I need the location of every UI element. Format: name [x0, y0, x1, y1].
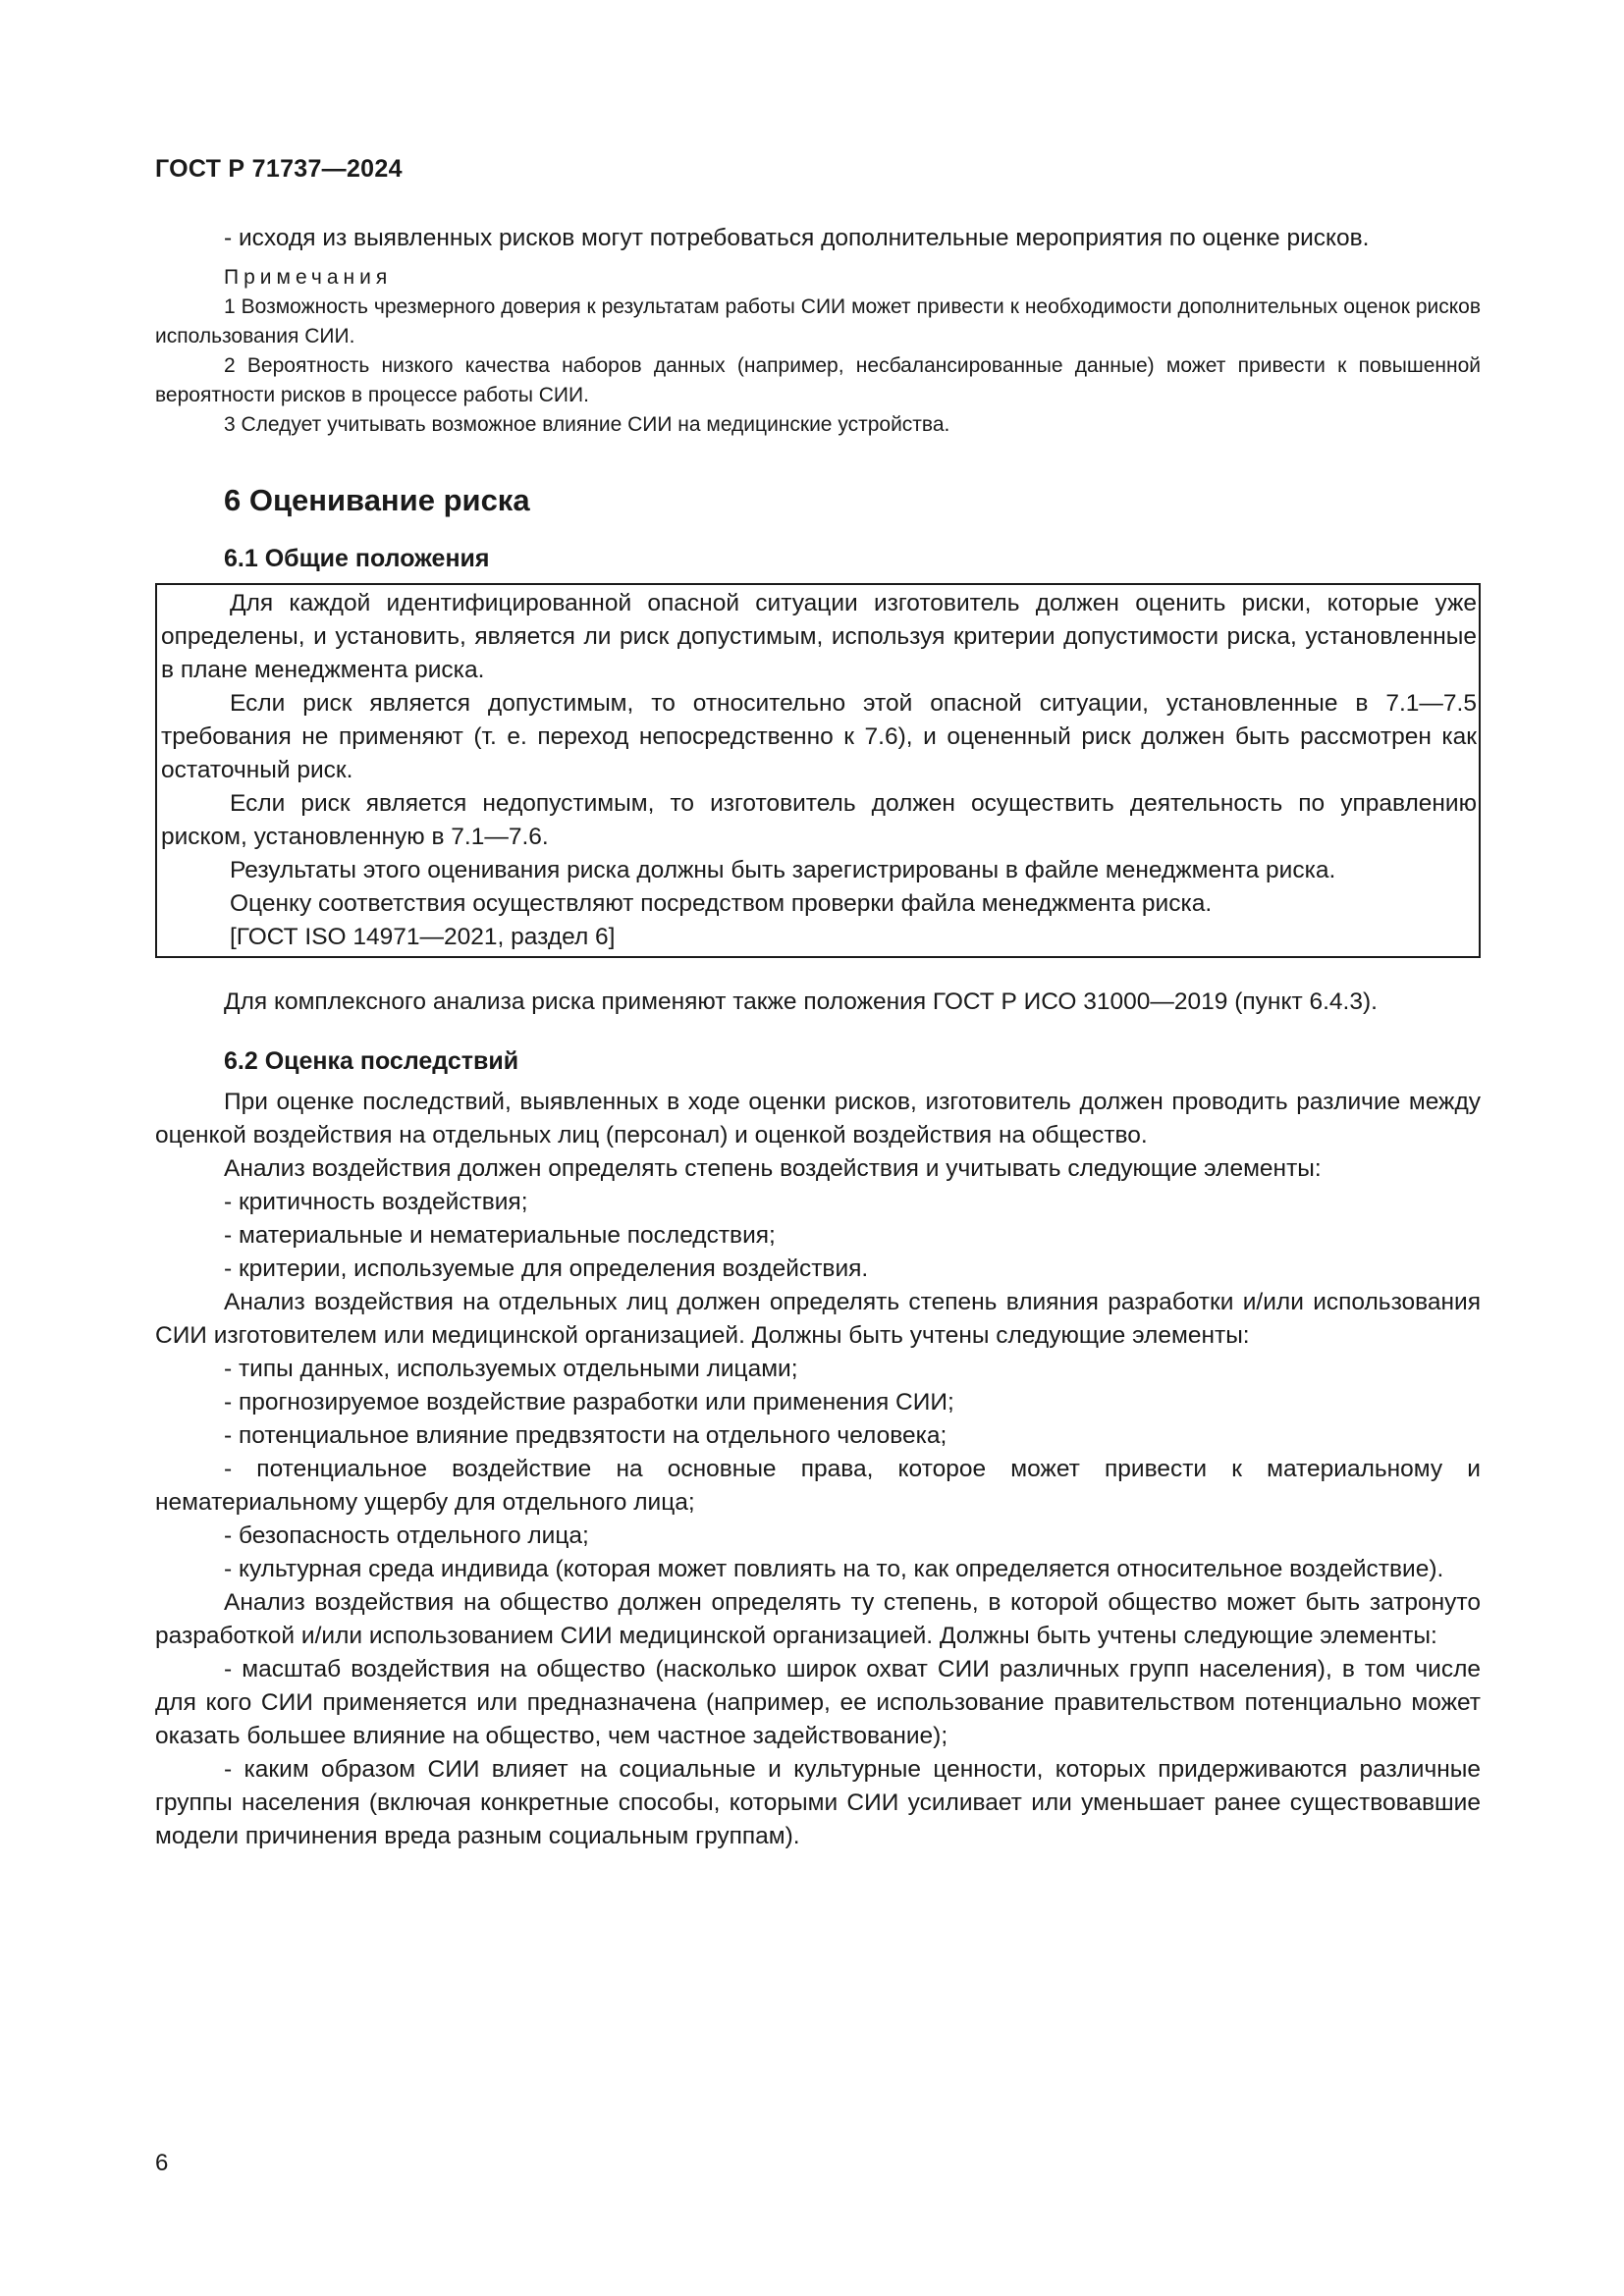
body-paragraph: Анализ воздействия на отдельных лиц должен определять степень влияния разработки и/или использования СИИ изготовителем или медицинской организацией. Должны быть учтены следующие элементы:: [155, 1289, 1481, 1349]
list-item: - культурная среда индивида (которая может повлиять на то, как определяется относительное воздействие).: [224, 1556, 1444, 1582]
section-heading: 6 Оценивание риска: [224, 483, 530, 517]
body-paragraph: Анализ воздействия должен определять степень воздействия и учитывать следующие элементы:: [224, 1155, 1322, 1182]
list-item: - безопасность отдельного лица;: [224, 1522, 589, 1549]
notes-block: [155, 263, 1481, 440]
document-header: ГОСТ Р 71737—2024: [155, 155, 403, 183]
list-item: - типы данных, используемых отдельными лицами;: [224, 1356, 798, 1382]
note-item: 1 Возможность чрезмерного доверия к результатам работы СИИ может привести к необходимости дополнительных оценок рисков использования СИИ.: [155, 295, 1481, 347]
list-item: - прогнозируемое воздействие разработки или применения СИИ;: [224, 1389, 954, 1415]
box-source-reference: [ГОСТ ISO 14971—2021, раздел 6]: [230, 924, 616, 950]
intro-paragraph: - исходя из выявленных рисков могут потребоваться дополнительные мероприятия по оценке рисков.: [224, 225, 1370, 251]
box-paragraph: Если риск является недопустимым, то изготовитель должен осуществить деятельность по управлению риском, установленную в 7.1—7.6.: [161, 790, 1477, 850]
body-paragraph: Анализ воздействия на общество должен определять ту степень, в которой общество может быть затронуто разработкой и/или использованием СИИ медицинской организацией. Должны быть учтены следующие элементы:: [155, 1589, 1481, 1649]
list-item: - критерии, используемые для определения воздействия.: [224, 1255, 869, 1282]
list-item: - критичность воздействия;: [224, 1189, 528, 1215]
box-paragraph: Если риск является допустимым, то относительно этой опасной ситуации, установленные в 7.1—7.5 требования не применяют (т. е. переход непосредственно к 7.6), и оцененный риск должен быть рассмотрен как остаточный риск.: [161, 690, 1477, 783]
box-paragraph: Оценку соответствия осуществляют посредством проверки файла менеджмента риска.: [230, 890, 1213, 917]
notes-heading: Примечания: [224, 266, 393, 289]
page-number: 6: [155, 2150, 169, 2176]
subsection-heading: 6.1 Общие положения: [224, 545, 490, 572]
note-item: 2 Вероятность низкого качества наборов данных (например, несбалансированные данные) может привести к повышенной вероятности рисков в процессе работы СИИ.: [155, 354, 1481, 406]
body-paragraph: При оценке последствий, выявленных в ходе оценки рисков, изготовитель должен проводить различие между оценкой воздействия на отдельных лиц (персонал) и оценкой воздействия на общество.: [155, 1089, 1481, 1148]
box-paragraph: Для каждой идентифицированной опасной ситуации изготовитель должен оценить риски, которые уже определены, и установить, является ли риск допустимым, используя критерии допустимости риска, установленные в плане менеджмента риска.: [161, 590, 1477, 683]
list-item: - потенциальное влияние предвзятости на отдельного человека;: [224, 1422, 947, 1449]
note-item: 3 Следует учитывать возможное влияние СИИ на медицинские устройства.: [224, 413, 950, 436]
list-item: - каким образом СИИ влияет на социальные и культурные ценности, которых придерживаются различные группы населения (включая конкретные способы, которыми СИИ усиливает или уменьшает ранее существовавшие модели причинения вреда разным социальным группам).: [155, 1756, 1481, 1849]
list-item: - потенциальное воздействие на основные права, которое может привести к материальному и нематериальному ущербу для отдельного лица;: [155, 1456, 1481, 1516]
list-item: - масштаб воздействия на общество (насколько широк охват СИИ различных групп населения), в том числе для кого СИИ применяется или предназначена (например, ее использование правительством потенциально может оказать большее влияние на общество, чем частное задействование);: [155, 1656, 1481, 1749]
body-paragraph: Для комплексного анализа риска применяют также положения ГОСТ Р ИСО 31000—2019 (пункт 6.4.3).: [224, 988, 1378, 1015]
list-item: - материальные и нематериальные последствия;: [224, 1222, 776, 1249]
page-content: [155, 222, 1481, 1853]
quoted-standard-box: [155, 583, 1481, 958]
box-paragraph: Результаты этого оценивания риска должны быть зарегистрированы в файле менеджмента риска.: [230, 857, 1336, 883]
subsection-heading: 6.2 Оценка последствий: [224, 1047, 519, 1075]
